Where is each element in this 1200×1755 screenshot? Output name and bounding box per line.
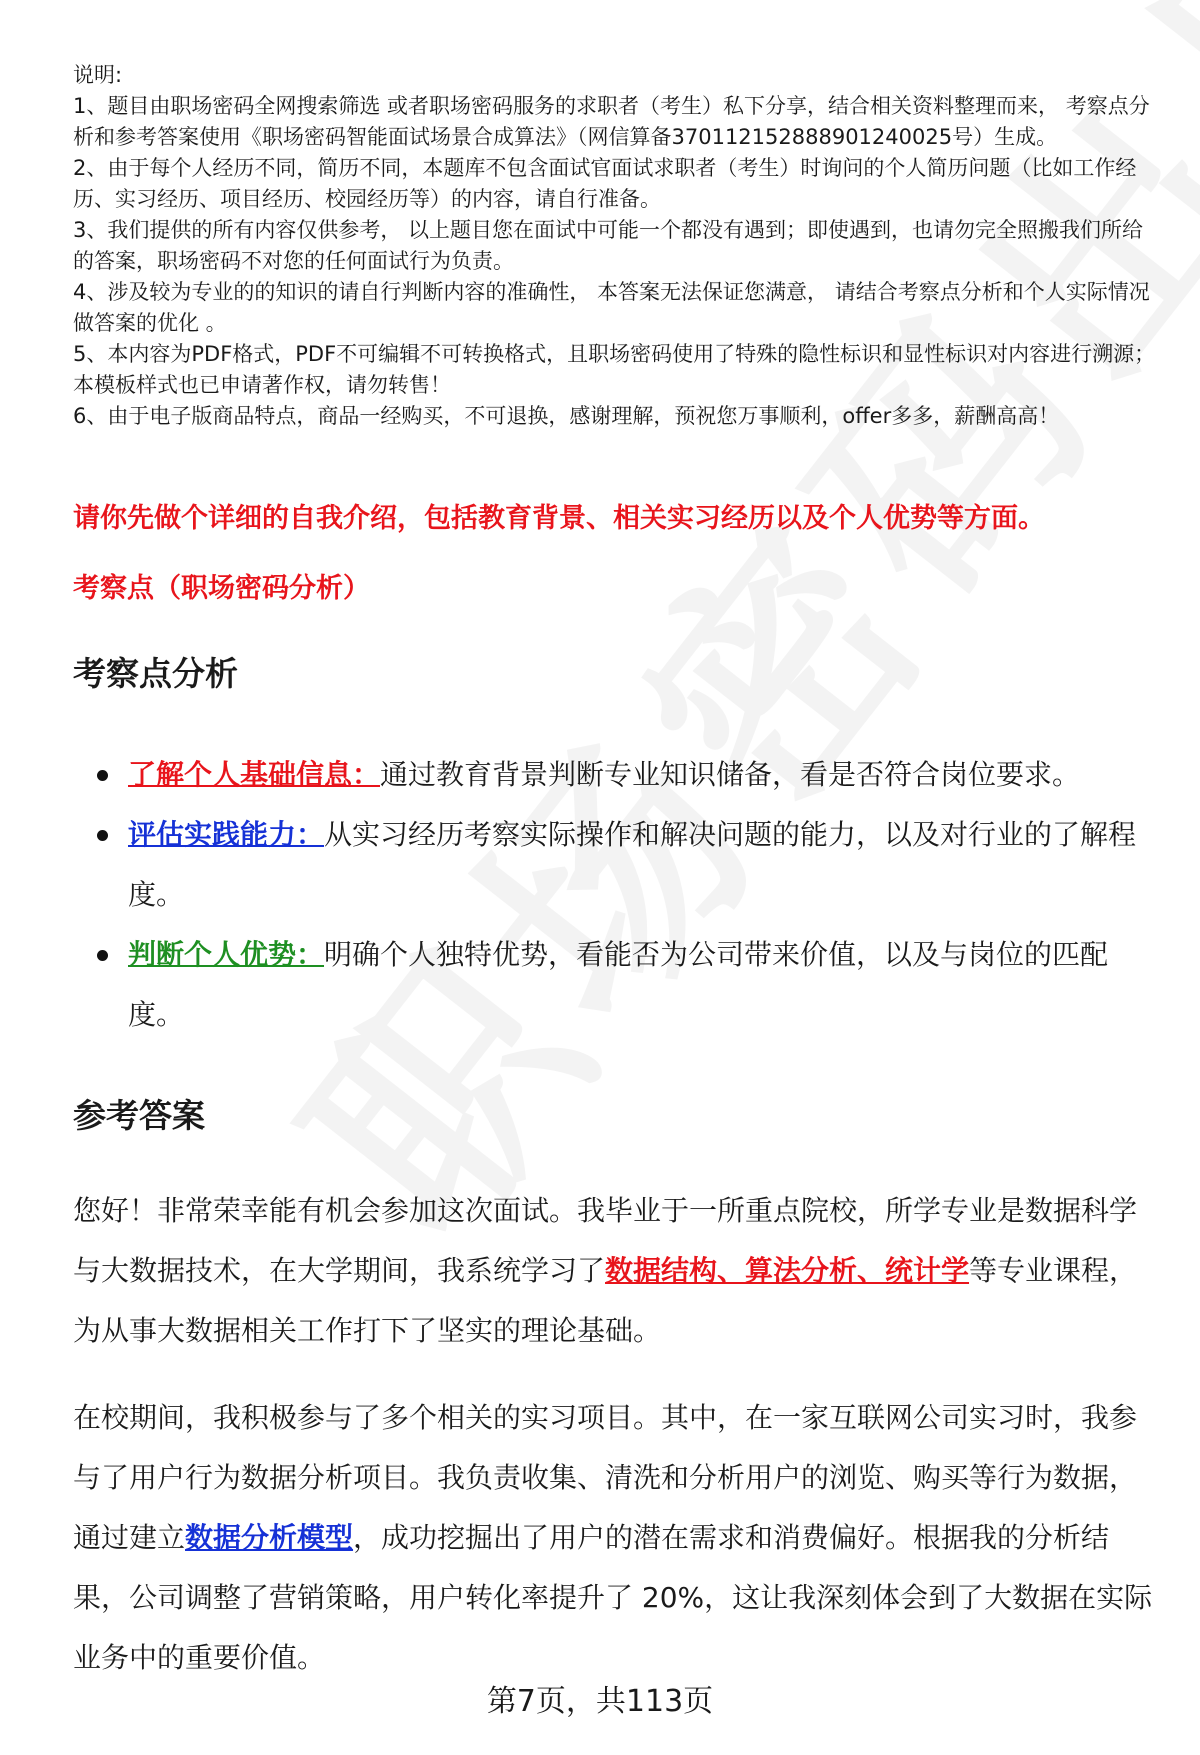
- analysis-text: 通过教育背景判断专业知识储备，看是否符合岗位要求。: [380, 758, 1081, 791]
- note-item-3: 3、我们提供的所有内容仅供参考， 以上题目您在面试中可能一个都没有遇到；即使遇到，也请勿完全照搬我们所给的答案，职场密码不对您的任何面试行为负责。: [73, 218, 1144, 273]
- answer-paragraph-1: [73, 1181, 1163, 1361]
- notes-section: [73, 60, 1163, 432]
- answer-text: 您好！非常荣幸能有机会参加这次面试。我毕业于一所重点院校，所学专业是数据科学与大数据技术，在大学期间，我系统学习了: [73, 1194, 1138, 1287]
- note-item-4: 4、涉及较为专业的的知识的请自行判断内容的准确性， 本答案无法保证您满意， 请结合考察点分析和个人实际情况做答案的优化 。: [73, 280, 1150, 335]
- notes-heading: 说明:: [73, 63, 123, 87]
- analysis-item: [73, 925, 1163, 1045]
- answer-highlight: 数据分析模型: [185, 1521, 354, 1554]
- analysis-term: 了解个人基础信息：: [128, 758, 381, 791]
- note-item-2: 2、由于每个人经历不同，简历不同，本题库不包含面试官面试求职者（考生）时询问的个人简历问题（比如工作经历、实习经历、项目经历、校园经历等）的内容，请自行准备。: [73, 156, 1137, 211]
- bullet-icon: [97, 770, 108, 781]
- analysis-list: [73, 745, 1163, 1045]
- answer-heading: 参考答案: [73, 1096, 205, 1135]
- bullet-icon: [97, 950, 108, 961]
- interview-question: 请你先做个详细的自我介绍，包括教育背景、相关实习经历以及个人优势等方面。: [73, 503, 1045, 534]
- analysis-item: [73, 745, 1163, 805]
- answer-text: ，成功挖掘出了用户的潜在需求和消费偏好。根据我的分析结果，公司调整了营销策略，用户转化率提升了 20%，这让我深刻体会到了大数据在实际业务中的重要价值。: [73, 1521, 1153, 1674]
- analysis-term: 判断个人优势：: [128, 938, 325, 971]
- analysis-term: 评估实践能力：: [128, 818, 325, 851]
- analysis-text: 从实习经历考察实际操作和解决问题的能力，以及对行业的了解程度。: [128, 818, 1137, 911]
- question-subtitle: 考察点（职场密码分析）: [73, 573, 370, 604]
- analysis-heading: 考察点分析: [73, 654, 238, 693]
- analysis-text: 明确个人独特优势，看能否为公司带来价值，以及与岗位的匹配度。: [128, 938, 1109, 1031]
- note-item-5: 5、本内容为PDF格式，PDF不可编辑不可转换格式，且职场密码使用了特殊的隐性标识和显性标识对内容进行溯源；本模板样式也已申请著作权，请勿转售！: [73, 342, 1156, 397]
- note-item-1: 1、题目由职场密码全网搜索筛选 或者职场密码服务的求职者（考生）私下分享，结合相关资料整理而来， 考察点分析和参考答案使用《职场密码智能面试场景合成算法》（网信算备370112152888901240025号）生成。: [73, 94, 1150, 149]
- answer-paragraph-2: [73, 1388, 1163, 1688]
- bullet-icon: [97, 830, 108, 841]
- page-number: 第7页，共113页: [486, 1684, 714, 1719]
- answer-text: 在校期间，我积极参与了多个相关的实习项目。其中，在一家互联网公司实习时，我参与了用户行为数据分析项目。我负责收集、清洗和分析用户的浏览、购买等行为数据，通过建立: [73, 1401, 1138, 1554]
- answer-text: 等专业课程，为从事大数据相关工作打下了坚实的理论基础。: [73, 1254, 1138, 1347]
- answer-highlight: 数据结构、算法分析、统计学: [605, 1254, 970, 1287]
- note-item-6: 6、由于电子版商品特点，商品一经购买，不可退换，感谢理解，预祝您万事顺利，offer多多，薪酬高高！: [73, 404, 1060, 428]
- analysis-item: [73, 805, 1163, 925]
